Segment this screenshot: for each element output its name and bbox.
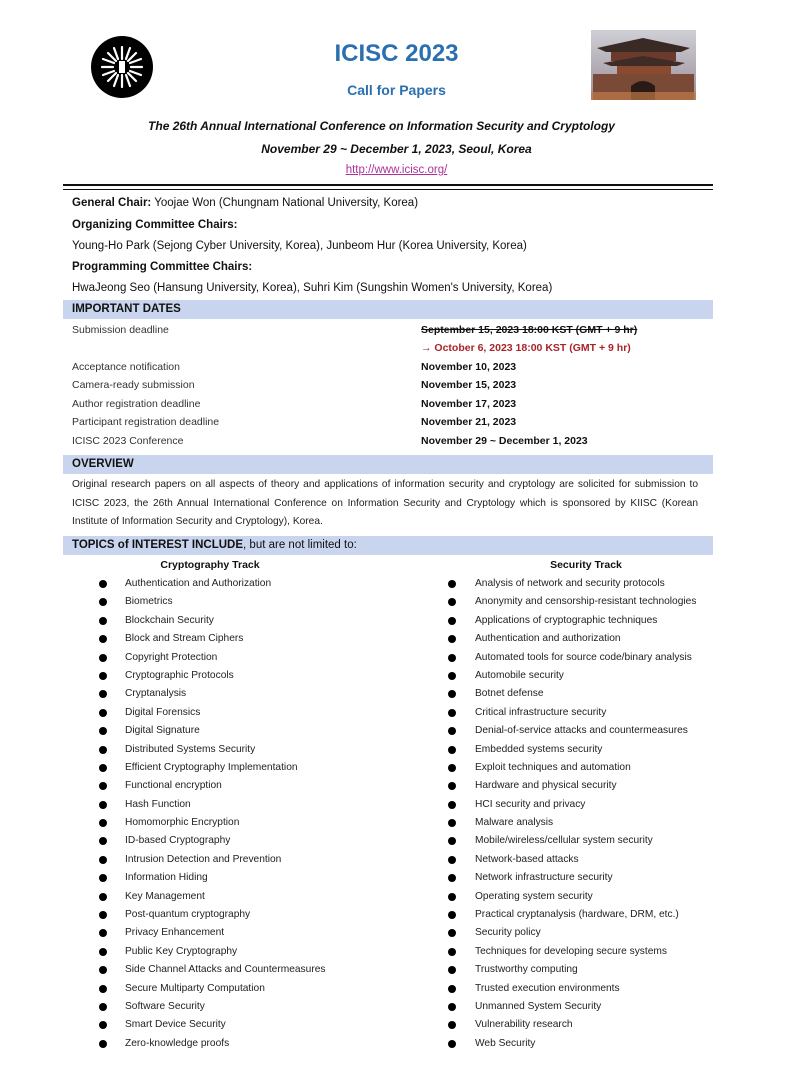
bullet-icon xyxy=(99,1040,107,1048)
bullet-icon xyxy=(448,764,456,772)
topic-item xyxy=(99,722,325,740)
topics-heading-bold: TOPICS of INTEREST INCLUDE xyxy=(72,539,244,551)
topic-label: Smart Device Security xyxy=(125,1019,226,1031)
bullet-icon xyxy=(99,819,107,827)
bullet-icon xyxy=(99,580,107,588)
bullet-icon xyxy=(99,654,107,662)
bullet-icon xyxy=(99,709,107,717)
bullet-icon xyxy=(99,1003,107,1011)
conference-url-link[interactable]: http://www.icisc.org/ xyxy=(345,164,448,176)
topic-item xyxy=(99,906,325,924)
topic-item xyxy=(448,759,696,777)
bullet-icon xyxy=(99,837,107,845)
topic-label: Public Key Cryptography xyxy=(125,945,238,957)
bullet-icon xyxy=(448,911,456,919)
bullet-icon xyxy=(448,966,456,974)
topic-item xyxy=(448,888,696,906)
date-label: Submission deadline xyxy=(72,324,169,336)
topic-label: Unmanned System Security xyxy=(475,1000,602,1012)
bullet-icon xyxy=(448,672,456,680)
overview-heading: OVERVIEW xyxy=(72,458,134,470)
topic-label: Copyright Protection xyxy=(125,651,218,663)
topic-item xyxy=(448,980,696,998)
topic-label: Automobile security xyxy=(475,669,564,681)
bullet-icon xyxy=(448,929,456,937)
topic-label: Denial-of-service attacks and countermeasures xyxy=(475,725,688,737)
bullet-icon xyxy=(99,672,107,680)
bullet-icon xyxy=(99,801,107,809)
topic-label: Key Management xyxy=(125,890,205,902)
topic-label: Automated tools for source code/binary analysis xyxy=(475,651,692,663)
topic-label: Analysis of network and security protocols xyxy=(475,578,665,589)
programming-chairs-value: HwaJeong Seo (Hansung University, Korea), Suhri Kim (Sungshin Women's University, Korea) xyxy=(72,282,553,294)
bullet-icon xyxy=(448,893,456,901)
date-label: ICISC 2023 Conference xyxy=(72,435,184,447)
topic-label: Cryptanalysis xyxy=(125,688,187,700)
topic-item xyxy=(99,575,325,593)
topic-item xyxy=(448,832,696,850)
topic-item xyxy=(448,741,696,759)
date-value-original: September 15, 2023 18:00 KST (GMT + 9 hr) xyxy=(421,324,638,336)
topic-label: Side Channel Attacks and Countermeasures xyxy=(125,964,326,976)
topic-item xyxy=(448,869,696,887)
topic-item xyxy=(99,869,325,887)
date-value: November 15, 2023 xyxy=(421,379,517,391)
bullet-icon xyxy=(99,893,107,901)
topic-label: Intrusion Detection and Prevention xyxy=(125,853,282,865)
bullet-icon xyxy=(448,746,456,754)
important-dates-heading: IMPORTANT DATES xyxy=(72,303,181,315)
topic-label: Operating system security xyxy=(475,890,593,902)
topic-item xyxy=(448,1016,696,1034)
topic-item xyxy=(99,612,325,630)
header-divider xyxy=(63,184,713,186)
topic-item xyxy=(99,832,325,850)
bullet-icon xyxy=(448,819,456,827)
topic-item xyxy=(99,1035,325,1053)
topic-item xyxy=(99,980,325,998)
topic-label: Techniques for developing secure systems xyxy=(475,945,667,957)
bullet-icon xyxy=(99,598,107,606)
topic-item xyxy=(448,851,696,869)
date-label: Participant registration deadline xyxy=(72,416,220,428)
topic-label: Authentication and Authorization xyxy=(125,578,272,589)
crypto-topic-list xyxy=(99,575,325,1053)
bullet-icon xyxy=(448,1021,456,1029)
topic-item xyxy=(448,685,696,703)
date-value: November 10, 2023 xyxy=(421,361,517,373)
bullet-icon xyxy=(448,635,456,643)
topic-label: Homomorphic Encryption xyxy=(125,817,240,829)
topic-label: HCI security and privacy xyxy=(475,798,586,810)
topic-item xyxy=(99,777,325,795)
topic-label: Block and Stream Ciphers xyxy=(125,633,244,645)
date-value: November 17, 2023 xyxy=(421,398,517,410)
bullet-icon xyxy=(448,617,456,625)
conference-date-location: November 29 ~ December 1, 2023, Seoul, Korea xyxy=(261,142,532,156)
page-title: ICISC 2023 xyxy=(334,40,459,67)
topic-label: Post-quantum cryptography xyxy=(125,909,251,921)
security-topic-list xyxy=(448,575,696,1053)
topic-label: Hash Function xyxy=(125,798,191,810)
bullet-icon xyxy=(99,985,107,993)
topic-label: Security policy xyxy=(475,927,541,939)
overview-text: Original research papers on all aspects of theory and applications of information security and cryptology are solicited for submission to ICISC 2023, the 26th Annual International Conference on Information Security and Cryptology which is sponsored by KIISC (Korean Institute of Information Security and Cryptology), Korea. xyxy=(72,479,698,527)
conference-full-name: The 26th Annual International Conference on Information Security and Cryptology xyxy=(148,119,615,133)
bullet-icon xyxy=(448,782,456,790)
topic-item xyxy=(448,612,696,630)
bullet-icon xyxy=(448,690,456,698)
bullet-icon xyxy=(99,746,107,754)
bullet-icon xyxy=(99,764,107,772)
topic-item xyxy=(448,722,696,740)
bullet-icon xyxy=(99,635,107,643)
topic-label: Privacy Enhancement xyxy=(125,927,225,939)
topic-item xyxy=(99,759,325,777)
bullet-icon xyxy=(99,929,107,937)
topic-item xyxy=(99,704,325,722)
crypto-track-title: Cryptography Track xyxy=(160,559,260,571)
bullet-icon xyxy=(448,580,456,588)
topic-item xyxy=(99,943,325,961)
bullet-icon xyxy=(99,727,107,735)
topic-label: Secure Multiparty Computation xyxy=(125,982,265,994)
date-label: Author registration deadline xyxy=(72,398,201,410)
topic-label: Botnet defense xyxy=(475,688,544,700)
bullet-icon xyxy=(448,1040,456,1048)
topic-label: Zero-knowledge proofs xyxy=(125,1037,230,1049)
bullet-icon xyxy=(99,911,107,919)
topic-item xyxy=(448,704,696,722)
organizing-chairs-label: Organizing Committee Chairs: xyxy=(72,219,238,231)
bullet-icon xyxy=(448,874,456,882)
programming-chairs-label: Programming Committee Chairs: xyxy=(72,261,253,273)
topic-label: Functional encryption xyxy=(125,780,222,792)
topic-item xyxy=(448,575,696,593)
bullet-icon xyxy=(99,856,107,864)
topic-item xyxy=(99,649,325,667)
topic-item xyxy=(99,685,325,703)
topic-label: Biometrics xyxy=(125,596,173,608)
bullet-icon xyxy=(99,690,107,698)
topic-label: Vulnerability research xyxy=(475,1019,573,1031)
bullet-icon xyxy=(448,837,456,845)
header-divider-thin xyxy=(63,189,713,190)
topic-label: Digital Signature xyxy=(125,725,200,737)
topic-label: Web Security xyxy=(475,1037,536,1049)
topic-item xyxy=(448,1035,696,1053)
topic-label: Trusted execution environments xyxy=(475,982,620,994)
bullet-icon xyxy=(448,801,456,809)
topic-item xyxy=(99,667,325,685)
topic-label: Mobile/wireless/cellular system security xyxy=(475,835,653,847)
topic-item xyxy=(448,961,696,979)
bullet-icon xyxy=(448,709,456,717)
topic-label: Applications of cryptographic techniques xyxy=(475,614,658,626)
topic-label: Blockchain Security xyxy=(125,614,214,626)
topic-label: Critical infrastructure security xyxy=(475,706,607,718)
topic-label: Digital Forensics xyxy=(125,706,201,718)
overview-band xyxy=(63,455,713,474)
topic-item xyxy=(448,667,696,685)
topic-label: Anonymity and censorship-resistant technologies xyxy=(475,596,697,608)
topic-label: Hardware and physical security xyxy=(475,780,617,792)
topics-heading xyxy=(72,536,357,555)
topic-label: Network infrastructure security xyxy=(475,872,613,884)
security-track-title: Security Track xyxy=(550,559,622,571)
bullet-icon xyxy=(448,985,456,993)
topic-label: Practical cryptanalysis (hardware, DRM, etc.) xyxy=(475,909,679,921)
topic-item xyxy=(99,888,325,906)
topic-item xyxy=(99,961,325,979)
topic-item xyxy=(99,741,325,759)
topic-label: Exploit techniques and automation xyxy=(475,761,631,773)
date-value: November 21, 2023 xyxy=(421,416,517,428)
topic-item xyxy=(99,814,325,832)
date-value-revised: → October 6, 2023 18:00 KST (GMT + 9 hr) xyxy=(421,342,631,354)
topic-item xyxy=(448,630,696,648)
topic-item xyxy=(448,593,696,611)
topic-label: Network-based attacks xyxy=(475,853,579,865)
bullet-icon xyxy=(448,727,456,735)
topic-label: Embedded systems security xyxy=(475,743,603,755)
topic-item xyxy=(99,924,325,942)
topic-item xyxy=(448,998,696,1016)
date-value: November 29 ~ December 1, 2023 xyxy=(421,435,588,447)
topic-item xyxy=(99,796,325,814)
topic-item xyxy=(99,1016,325,1034)
topic-item xyxy=(448,649,696,667)
bullet-icon xyxy=(448,1003,456,1011)
page-subtitle: Call for Papers xyxy=(347,82,446,98)
bullet-icon xyxy=(448,598,456,606)
topic-label: Authentication and authorization xyxy=(475,633,621,645)
topics-heading-rest: , but are not limited to: xyxy=(243,539,357,551)
topic-item xyxy=(99,630,325,648)
topic-label: Malware analysis xyxy=(475,817,554,829)
topic-item xyxy=(99,851,325,869)
bullet-icon xyxy=(448,948,456,956)
topic-item xyxy=(448,924,696,942)
bullet-icon xyxy=(99,1021,107,1029)
topic-item xyxy=(99,998,325,1016)
topic-label: Trustworthy computing xyxy=(475,964,578,976)
general-chair-value: Yoojae Won (Chungnam National University, Korea) xyxy=(154,197,419,209)
bullet-icon xyxy=(99,948,107,956)
topic-label: Distributed Systems Security xyxy=(125,743,256,755)
topic-item xyxy=(448,943,696,961)
topic-label: Information Hiding xyxy=(125,872,208,884)
topic-label: Software Security xyxy=(125,1000,205,1012)
topic-label: Efficient Cryptography Implementation xyxy=(125,761,298,773)
topic-item xyxy=(448,777,696,795)
general-chair-label: General Chair: xyxy=(72,197,152,209)
bullet-icon xyxy=(99,782,107,790)
bullet-icon xyxy=(99,617,107,625)
bullet-icon xyxy=(448,856,456,864)
topic-item xyxy=(448,814,696,832)
topic-item xyxy=(448,796,696,814)
date-label: Camera-ready submission xyxy=(72,379,195,391)
topic-label: ID-based Cryptography xyxy=(125,835,231,847)
date-label: Acceptance notification xyxy=(72,361,180,373)
bullet-icon xyxy=(99,966,107,974)
organizing-chairs-value: Young-Ho Park (Sejong Cyber University, Korea), Junbeom Hur (Korea University, Korea) xyxy=(72,240,527,252)
bullet-icon xyxy=(99,874,107,882)
topic-item xyxy=(448,906,696,924)
general-chair-line xyxy=(72,197,418,209)
topic-label: Cryptographic Protocols xyxy=(125,669,234,681)
bullet-icon xyxy=(448,654,456,662)
topic-item xyxy=(99,593,325,611)
